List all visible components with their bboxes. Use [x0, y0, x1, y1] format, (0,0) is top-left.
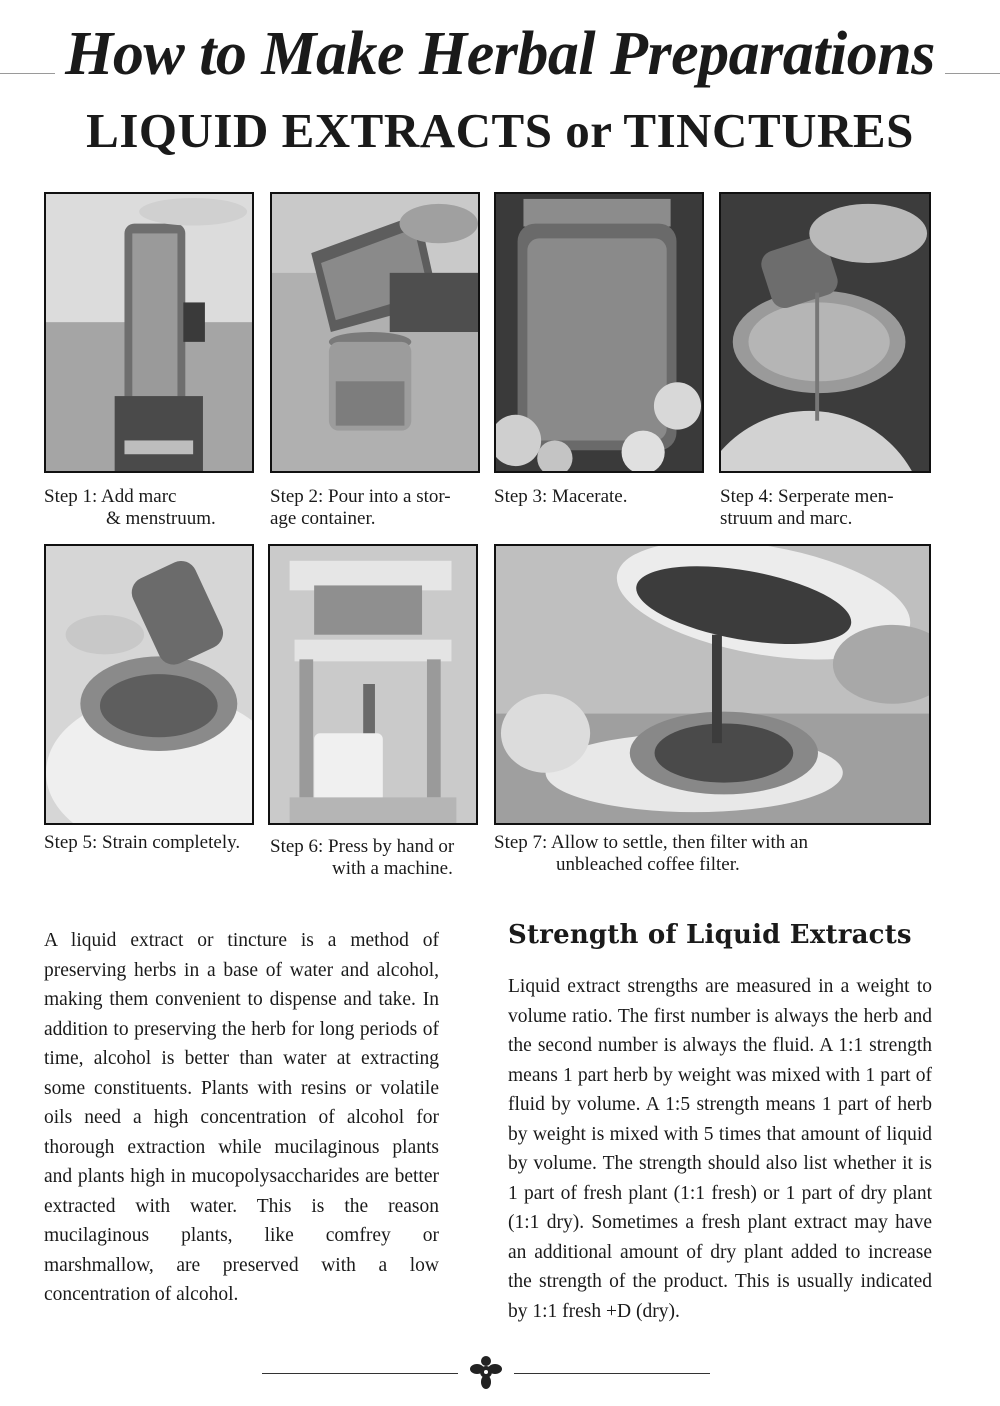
step-1-caption [44, 486, 264, 530]
strength-paragraph: Liquid extract strengths are measured in a weight to volume ratio. The first number is always the herb and the second number is always the fluid. A 1:1 strength means 1 part herb by weight was mixed with 1 part of fluid by volume. A 1:5 strength means 1 part of herb by weight is mixed with 5 times that amount of liquid by volume. The strength should also list whether it is 1 part of fresh plant (1:1 fresh) or 1 part of dry plant (1:1 dry). Sometimes a fresh plant extract may have an additional amount of dry plant added to increase the strength of the product. This is usually indicated by 1:1 fresh +D (dry). [508, 976, 932, 1322]
step-1-caption-line1: Step 1: Add marc [44, 486, 177, 507]
step-7-caption-line2: unbleached coffee filter. [556, 854, 740, 875]
leaf-ornament-icon [466, 1352, 506, 1392]
step-6-caption-line2: with a machine. [332, 858, 453, 879]
step-3-caption [494, 486, 714, 508]
step-3-macerate-photo [494, 192, 704, 473]
step-7-caption [494, 832, 934, 876]
step-4-caption-line1: Step 4: Serperate men- [720, 486, 894, 507]
step-4-caption-line2: struum and marc. [720, 508, 853, 529]
step-7-caption-line1: Step 7: Allow to settle, then filter with an [494, 832, 808, 853]
step-4-caption [720, 486, 940, 530]
page-subtitle: LIQUID EXTRACTS or TINCTURES [86, 103, 914, 158]
strength-heading: Strength of Liquid Extracts [508, 920, 912, 950]
step-1-caption-line2: & menstruum. [106, 508, 216, 529]
step-2-caption-line1: Step 2: Pour into a stor- [270, 486, 451, 507]
step-7-filter-photo [494, 544, 931, 825]
footer-rule-left [262, 1373, 458, 1374]
step-5-caption [44, 832, 264, 854]
step-6-press-photo [268, 544, 478, 825]
step-1-blender-photo [44, 192, 254, 473]
step-6-caption-line1: Step 6: Press by hand or [270, 836, 455, 857]
step-6-caption [270, 836, 490, 880]
step-4-separate-photo [719, 192, 931, 473]
page-title: How to Make Herbal Preparations [0, 14, 1000, 94]
footer-rule-right [514, 1373, 710, 1374]
step-5-caption-line1: Step 5: Strain completely. [44, 832, 241, 853]
step-2-caption [270, 486, 490, 530]
step-2-caption-line2: age container. [270, 508, 376, 529]
step-3-caption-line1: Step 3: Macerate. [494, 486, 628, 507]
step-2-pouring-photo [270, 192, 480, 473]
intro-paragraph: A liquid extract or tincture is a method of preserving herbs in a base of water and alcohol, making them convenient to dispense and take. In addition to preserving the herb for long periods of time, alcohol is better than water at extracting some constituents. Plants with resins or volatile oils need a high concentration of alcohol for thorough extraction while mucilaginous plants and plants high in mucopolysaccharides are better extracted with water. This is the reason mucilaginous plants, like comfrey or marshmallow, are preserved with a low concentration of alcohol. [44, 930, 439, 1305]
step-5-strain-photo [44, 544, 254, 825]
